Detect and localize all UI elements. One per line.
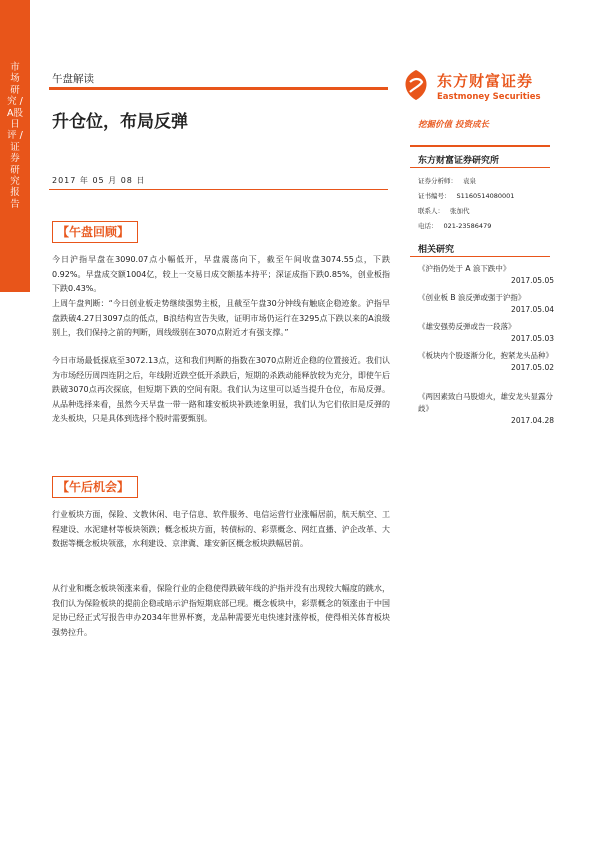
related-item[interactable] [418, 391, 554, 427]
institute-info-row [418, 176, 476, 185]
info-value: S1160514080001 [456, 192, 515, 200]
related-divider [410, 256, 550, 257]
related-title[interactable]: 《沪指仍处于 A 浪下跌中》 [418, 264, 511, 273]
sidebar [0, 0, 30, 292]
brand-logo-icon [400, 68, 432, 102]
info-label: 证券分析师： [418, 177, 457, 185]
related-title[interactable]: 《板块内个股逐渐分化，抱紧龙头品种》 [418, 351, 553, 360]
paragraph: 今日沪指早盘在3090.07点小幅低开，早盘震荡向下，截至午间收盘3074.55点，下跌0.92%。早盘成交额1004亿，较上一交易日成交额基本持平；深证成指下跌0.85%，创业板指下跌0.43%。 [52, 255, 390, 294]
info-label: 证书编号： [418, 192, 451, 200]
header-divider [49, 87, 388, 90]
section-heading-review: 【午盘回顾】 [52, 221, 138, 243]
paragraph: 从行业和概念板块领涨来看，保险行业的企稳使得跌破年线的沪指并没有出现较大幅度的跳水，我们认为保险板块的提前企稳或暗示沪指短期底部已现。概念板块中，彩票概念的领涨由于中国足协已经正式写报告申办2034年世界杯赛，龙品种需要光电快速封涨停板，使得相关体育板块强势拉升。 [52, 584, 390, 637]
related-item[interactable] [418, 321, 554, 345]
info-label: 电话： [418, 222, 438, 230]
related-title[interactable]: 《创业板 B 浪反弹或强于沪指》 [418, 293, 526, 302]
page-title: 升仓位，布局反弹 [52, 112, 188, 132]
info-value: 021-23586479 [443, 222, 492, 230]
related-title[interactable]: 《两因素致白马股熄火，雄安龙头显露分歧》 [418, 392, 553, 413]
institute-divider-top [410, 145, 550, 147]
brand-name-cn: 东方财富证券 [437, 72, 534, 90]
institute-name: 东方财富证券研究所 [418, 156, 500, 166]
related-date: 2017.05.04 [511, 305, 554, 314]
related-date: 2017.04.28 [511, 416, 554, 425]
brand-slogan: 挖掘价值 投资成长 [418, 120, 489, 130]
institute-info-row [418, 206, 470, 215]
related-date: 2017.05.03 [511, 334, 554, 343]
related-item[interactable] [418, 350, 554, 374]
section-heading-opportunity: 【午后机会】 [52, 476, 138, 498]
institute-info-row [418, 221, 491, 230]
brand-name-en: Eastmoney Securities [437, 92, 541, 102]
related-heading: 相关研究 [418, 245, 455, 255]
info-value: 袁泉 [463, 177, 476, 185]
related-item[interactable] [418, 263, 554, 287]
related-title[interactable]: 《雄安强势反弹或告一段落》 [418, 322, 516, 331]
paragraph: 行业板块方面，保险、文教休闲、电子信息、软件服务、电信运营行业涨幅居前，航天航空、工程建设、水泥建材等板块领跌；概念板块方面，转债标的、彩票概念、网红直播、沪企改革、大数据等概念板块领涨，水利建设、京津冀、雄安新区概念板块跌幅居前。 [52, 510, 390, 549]
date-divider [49, 189, 388, 190]
sidebar-text: 市场研究 / A股日评 / 证券研究报告 [7, 62, 23, 210]
report-date: 2017 年 05 月 08 日 [52, 176, 146, 185]
paragraph: 今日市场最低探底至3072.13点，这和我们判断的指数在3070点附近企稳的位置接近。我们认为市场经历周四连阴之后，年线附近跌空低开杀跌后，短期的杀跌动能释放较为充分，即使午后跌破3070点再次探底，但短期下跌的空间有限。我们认为这里可以适当提升仓位，布局反弹。从品种选择来看，虽然今天早盘一带一路和雄安板块补跌迹象明显，我们认为它们依旧是反弹的龙头板块，只是具体到选择个股时需要甄别。 [52, 356, 390, 424]
info-label: 联系人： [418, 207, 444, 215]
related-date: 2017.05.02 [511, 363, 554, 372]
institute-info-row [418, 191, 514, 200]
paragraph: 上周午盘判断：“今日创业板走势继续强势主板，且截至午盘30分钟线有触底企稳迹象。沪指早盘跌破4.27日3097点的低点，B浪结构宣告失败，证明市场仍运行在3295点下跌以来的A浪级别上，我们保持之前的判断，周线级别在3070点附近才有强支撑。” [52, 299, 390, 338]
related-date: 2017.05.05 [511, 276, 554, 285]
institute-divider [410, 167, 550, 168]
related-item[interactable] [418, 292, 554, 316]
info-value: 张加代 [450, 207, 470, 215]
header-label: 午盘解读 [52, 73, 94, 85]
